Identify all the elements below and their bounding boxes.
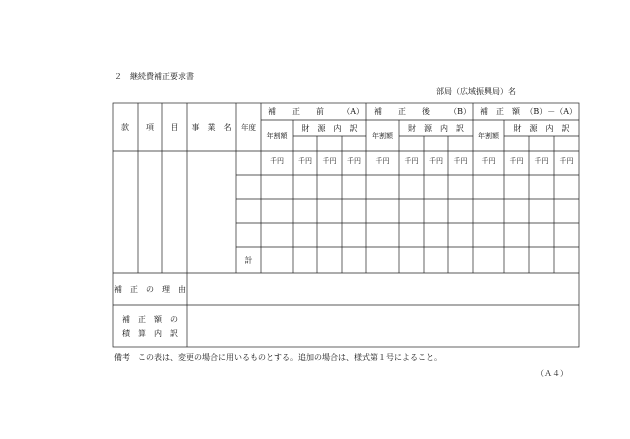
- col-kou: 項: [146, 123, 154, 132]
- unit-label: 千円: [375, 157, 390, 165]
- breakdown-label-line1: 補 正 額 の: [122, 315, 178, 324]
- group-after-source: 財 源 内 訳: [408, 124, 464, 133]
- unit-label: 千円: [404, 157, 419, 165]
- group-before-title: 補 正 前: [268, 107, 324, 116]
- unit-label: 千円: [322, 157, 337, 165]
- unit-label: 千円: [298, 157, 312, 165]
- table-border: [113, 103, 579, 347]
- paper-size-label: （Ａ４）: [536, 369, 568, 378]
- unit-label: 千円: [429, 157, 443, 165]
- unit-label: 千円: [559, 157, 574, 165]
- unit-label: 千円: [347, 157, 361, 165]
- unit-label: 千円: [453, 157, 468, 165]
- form-heading: ２ 継続費補正要求書: [114, 72, 194, 81]
- unit-label: 千円: [534, 157, 549, 165]
- group-diff-code: （B）－（A）: [525, 107, 577, 116]
- col-jigyo: 事 業 名: [191, 123, 232, 132]
- remarks-note: 備考 この表は、変更の場合に用いるものとする。追加の場合は、様式第１号によること。: [114, 353, 442, 362]
- reason-label: 補 正 の 理 由: [114, 285, 186, 294]
- group-after-code: （B）: [449, 107, 471, 116]
- unit-label: 千円: [481, 157, 496, 165]
- group-diff-title: 補 正 額: [480, 107, 520, 116]
- unit-label: 千円: [270, 157, 284, 165]
- group-diff-annual: 年割額: [478, 132, 499, 140]
- group-before-code: （A）: [342, 107, 364, 116]
- col-kan: 款: [121, 123, 129, 132]
- total-label: 計: [244, 256, 253, 265]
- breakdown-label-line2: 積 算 内 訳: [122, 329, 178, 338]
- col-moku: 目: [170, 123, 179, 132]
- group-after-annual: 年割額: [372, 132, 393, 140]
- group-after-title: 補 正 後: [374, 107, 430, 116]
- group-before-source: 財 源 内 訳: [301, 124, 358, 133]
- group-diff-source: 財 源 内 訳: [513, 124, 570, 133]
- department-label: 部局（広域振興局）名: [436, 87, 516, 96]
- group-before-annual: 年割額: [266, 132, 288, 140]
- unit-label: 千円: [509, 157, 524, 165]
- col-nendo: 年度: [241, 123, 256, 132]
